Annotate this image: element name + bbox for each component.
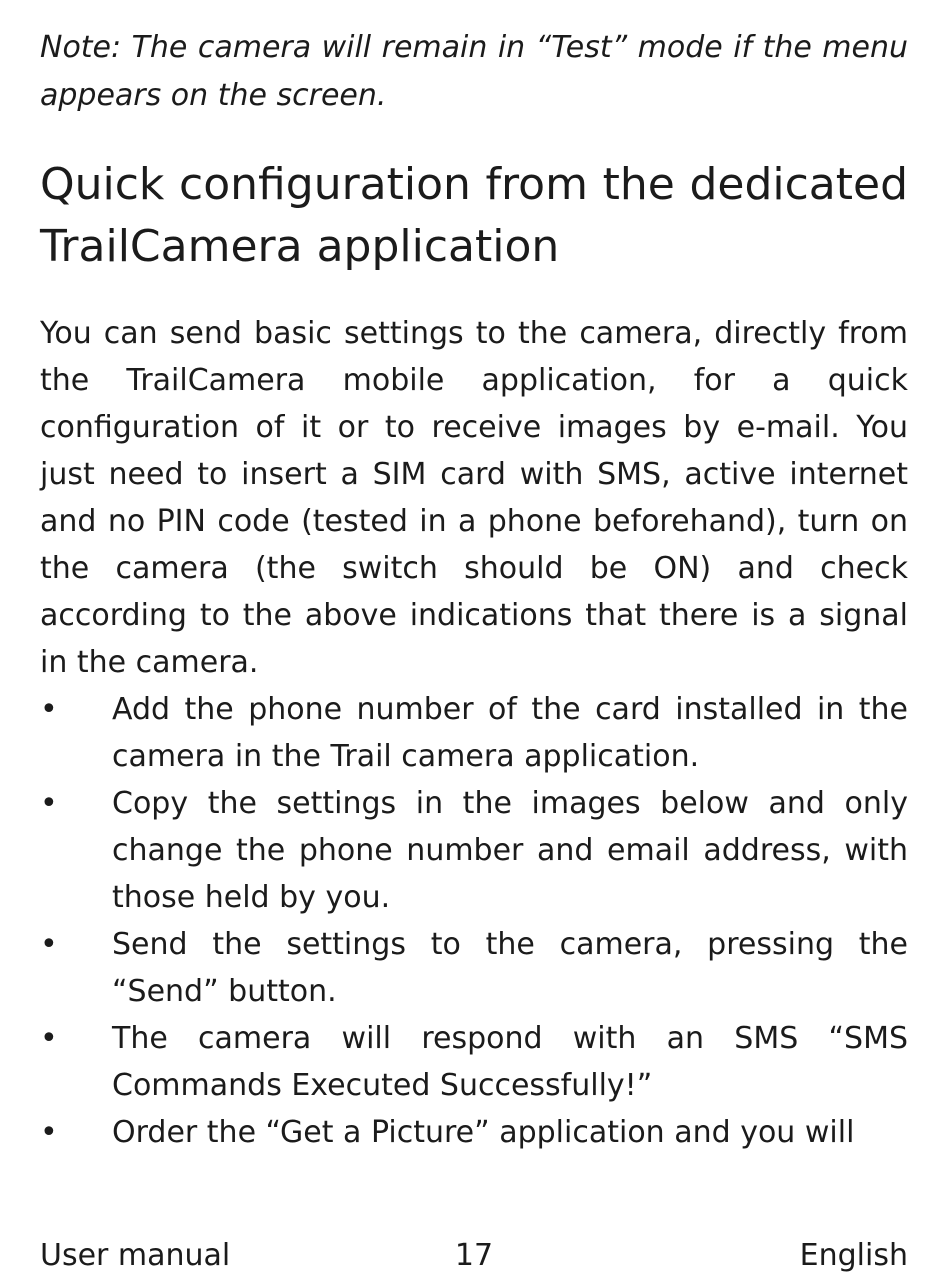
list-item: [40, 1015, 908, 1109]
list-item: [40, 686, 908, 780]
intro-paragraph: You can send basic settings to the camera, directly from the TrailCamera mobile application, for a quick configuration of it or to receive images by e-mail. You just need to insert a SIM card with SMS, active internet and no PIN code (tested in a phone beforehand), turn on the camera (the switch should be ON) and check according to the above indications that there is a signal in the camera.: [40, 316, 908, 680]
footer-language: English: [799, 1238, 908, 1273]
list-item-text: Order the “Get a Picture” application and you will: [112, 1115, 855, 1150]
bullet-icon: •: [40, 927, 58, 962]
list-item: [40, 921, 908, 1015]
list-item-text: Add the phone number of the card installed in the camera in the Trail camera application.: [112, 692, 908, 774]
bullet-icon: •: [40, 692, 58, 727]
bullet-icon: •: [40, 1115, 58, 1150]
footer-document-title: User manual: [40, 1238, 231, 1273]
page-footer: [40, 1231, 908, 1281]
bullet-icon: •: [40, 786, 58, 821]
footer-page-number: 17: [454, 1238, 494, 1273]
note-text: Note: The camera will remain in “Test” mode if the menu appears on the screen.: [40, 30, 908, 113]
list-item: [40, 1109, 908, 1156]
section-heading: Quick configuration from the dedicated TrailCamera application: [40, 159, 908, 272]
bullet-icon: •: [40, 1021, 58, 1056]
instruction-list: [40, 686, 908, 1156]
list-item: [40, 780, 908, 921]
list-item-text: The camera will respond with an SMS “SMS Commands Executed Successfully!”: [112, 1021, 908, 1103]
page-content: [40, 0, 908, 1156]
list-item-text: Send the settings to the camera, pressing the “Send” button.: [112, 927, 908, 1009]
list-item-text: Copy the settings in the images below and only change the phone number and email address, with those held by you.: [112, 786, 908, 915]
